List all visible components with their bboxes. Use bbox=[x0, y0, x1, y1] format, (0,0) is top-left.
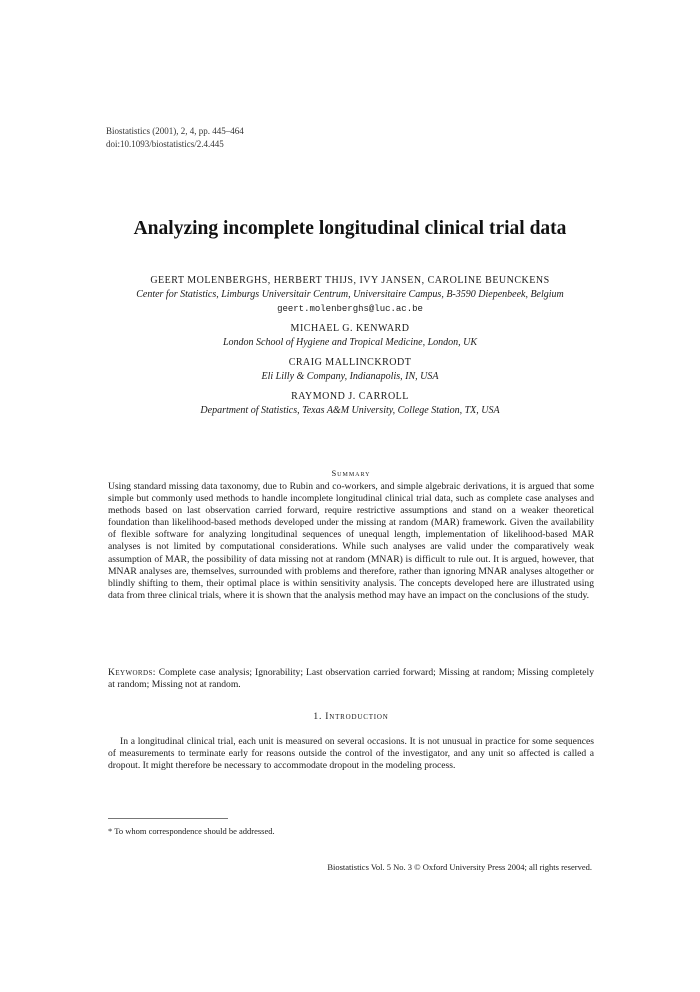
abstract-heading: Summary bbox=[331, 468, 371, 478]
footnote-rule bbox=[108, 818, 228, 819]
keywords-text: Complete case analysis; Ignorability; Last observation carried forward; Missing at random; Missing completely at random; Missing not at random. bbox=[108, 667, 594, 691]
author-names: MICHAEL G. KENWARD bbox=[290, 323, 410, 334]
abstract bbox=[108, 468, 594, 602]
journal-citation bbox=[106, 125, 244, 151]
journal-line: Biostatistics (2001), 2, 4, pp. 445–464 bbox=[106, 126, 244, 136]
footnote-text: To whom correspondence should be addressed. bbox=[114, 826, 275, 836]
keywords-label: Keywords: bbox=[108, 667, 156, 678]
author-names: GEERT MOLENBERGHS, HERBERT THIJS, IVY JANSEN, CAROLINE BEUNCKENS bbox=[150, 275, 550, 286]
author-group-4 bbox=[108, 390, 592, 418]
author-affiliation: Center for Statistics, Limburgs Universitair Centrum, Universitaire Campus, B-3590 Diepenbeek, Belgium bbox=[136, 289, 564, 300]
author-email[interactable]: geert.molenberghs@luc.ac.be bbox=[277, 304, 423, 314]
paper-title: Analyzing incomplete longitudinal clinical trial data bbox=[133, 218, 567, 239]
author-group-2 bbox=[108, 322, 592, 350]
author-group-3 bbox=[108, 356, 592, 384]
section-heading: 1. Introduction bbox=[313, 712, 389, 722]
author-names: CRAIG MALLINCKRODT bbox=[288, 357, 412, 368]
footnote bbox=[108, 825, 275, 837]
author-names: RAYMOND J. CARROLL bbox=[291, 391, 409, 402]
keywords bbox=[108, 667, 594, 691]
author-group-1 bbox=[108, 274, 592, 316]
abstract-text: Using standard missing data taxonomy, due to Rubin and co-workers, and simple algebraic derivations, it is argued that some simple but commonly used methods to handle incomplete longitudinal clinical trial data, such as complete case analyses and methods based on last observation carried forward, require restrictive assumptions and stand on a weaker theoretical foundation than likelihood-based methods developed under the missing at random (MAR) framework. Given the availability of flexible software for analyzing longitudinal sequences of unequal length, implementation of likelihood-based MAR analyses is not limited by computational considerations. While such analyses are valid under the comparatively weak assumption of MAR, the possibility of data missing not at random (MNAR) is difficult to rule out. It is argued, however, that MNAR analyses are, themselves, surrounded with problems and therefore, rather than ignoring MNAR analyses altogether or blindly shifting to them, their optimal place is within sensitivity analysis. The concepts developed here are illustrated using data from three clinical trials, where it is shown that the analysis method may have an impact on the conclusions of the study. bbox=[108, 481, 594, 601]
author-block bbox=[108, 274, 592, 418]
copyright-footer: Biostatistics Vol. 5 No. 3 © Oxford University Press 2004; all rights reserved. bbox=[327, 862, 592, 872]
author-affiliation: Eli Lilly & Company, Indianapolis, IN, USA bbox=[261, 371, 439, 382]
author-affiliation: London School of Hygiene and Tropical Medicine, London, UK bbox=[222, 337, 478, 348]
footnote-marker: * bbox=[108, 826, 113, 836]
author-affiliation: Department of Statistics, Texas A&M University, College Station, TX, USA bbox=[200, 405, 500, 416]
introduction-text: In a longitudinal clinical trial, each unit is measured on several occasions. It is not unusual in practice for some sequences of measurements to terminate early for reasons outside the control of the investigator, and any unit so affected is called a dropout. It might therefore be necessary to accommodate dropout in the modeling process. bbox=[108, 736, 594, 772]
doi-line: doi:10.1093/biostatistics/2.4.445 bbox=[106, 139, 224, 149]
